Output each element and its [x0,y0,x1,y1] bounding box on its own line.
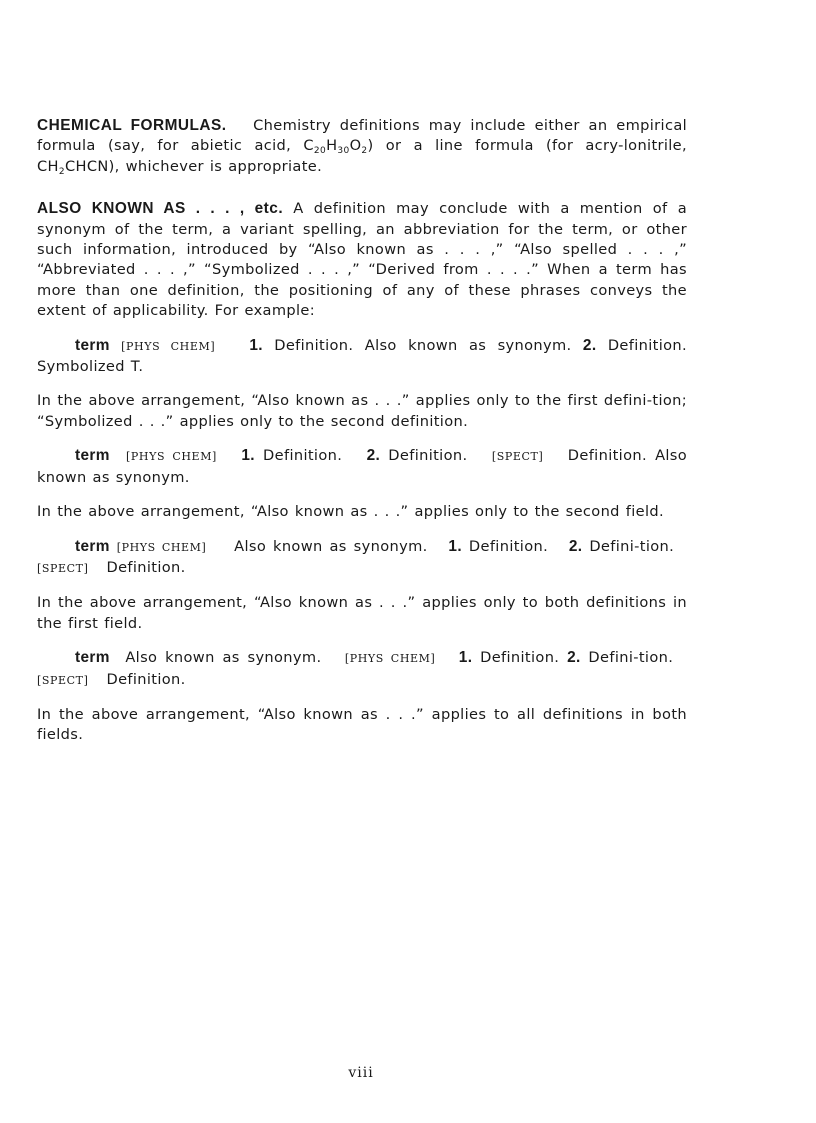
definition-text: Definition. [480,649,560,667]
example-term: term [75,649,110,667]
definition-text: Definition. [106,558,186,576]
definition-number: 2. [582,336,597,354]
definition-number: 2. [366,447,381,465]
definition-number: 1. [249,336,263,354]
synonym-text: Also known as synonym. [125,649,322,667]
definition-text: Definition. [263,447,343,465]
field-label: [SPECT] [37,561,89,575]
definition-text: Definition. [468,537,549,555]
definition-text: Definition. Also known as synonym. [274,336,572,354]
example-explanation-4: In the above arrangement, “Also known as . . .” applies to all definitions in both fields. [37,705,687,744]
definition-number: 1. [241,447,255,465]
example-entry-3 [37,537,687,580]
definition-text: Defini-tion. [588,649,674,667]
example-explanation-1: In the above arrangement, “Also known as . . .” applies only to the first defini-tion; “Symbolized . . .” applies only to the second definition. [37,392,687,430]
formula-subscript: 20 [313,146,327,157]
definition-text: Definition. [106,670,186,688]
synonym-text: Also known as synonym. [234,537,428,555]
chemical-formulas-text-4: ) or a line formula (for acry-lonitrile, CH [37,137,687,175]
also-known-paragraph [37,199,687,321]
definition-number: 1. [448,537,462,555]
page-body [37,116,687,746]
definition-text: Defini-tion. [589,537,675,555]
definition-text: Definition. Also known as synonym. [37,447,688,486]
example-explanation-3: In the above arrangement, “Also known as . . .” applies only to both definitions in the first field. [37,594,687,632]
also-known-text: A definition may conclude with a mention of a synonym of the term, a variant spelling, an abbreviation for the term, or other such information, introduced by “Also known as . . . ,” “Also spelled . . . ,” “Abbreviated . . . ,” “Symbolized . . . ,” “Derived from . . . .” When a term has more than one definition, the positioning of any of these phrases conveys the extent of applicability. For example: [37,200,687,320]
chemical-formulas-heading: CHEMICAL FORMULAS. [37,117,227,134]
chemical-formulas-paragraph [37,116,687,177]
field-label: [PHYS CHEM] [116,540,207,554]
definition-text: Definition. Symbolized T. [37,336,687,376]
example-entry-4 [37,648,687,691]
chemical-formulas-text-3: O [349,137,362,155]
example-term: term [75,336,110,354]
field-label: [PHYS CHEM] [126,450,217,464]
field-label: [SPECT] [491,450,544,464]
example-entry-1 [37,336,687,378]
example-term: term [75,447,110,465]
definition-number: 2. [568,537,583,555]
example-entry-2 [37,446,687,488]
formula-subscript: 2 [361,146,368,157]
example-explanation-2: In the above arrangement, “Also known as . . .” applies only to the second field. [37,503,665,521]
chemical-formulas-text-5: CHCN), whichever is appropriate. [64,157,323,175]
definition-text: Definition. [388,447,468,465]
chemical-formulas-text-1: Chemistry definitions may include either an empirical formula (say, for abietic acid, C [37,117,688,155]
also-known-heading: ALSO KNOWN AS . . . , etc. [37,200,284,218]
formula-subscript: 30 [337,146,350,157]
field-label: [PHYS CHEM] [344,652,436,666]
page-number: viii [348,1065,374,1081]
formula-subscript: 2 [58,166,65,177]
chemical-formulas-text-2: H [326,137,338,155]
definition-number: 1. [458,649,473,667]
field-label: [PHYS CHEM] [121,339,216,353]
field-label: [SPECT] [37,673,89,687]
example-term: term [75,537,110,555]
definition-number: 2. [567,649,581,667]
